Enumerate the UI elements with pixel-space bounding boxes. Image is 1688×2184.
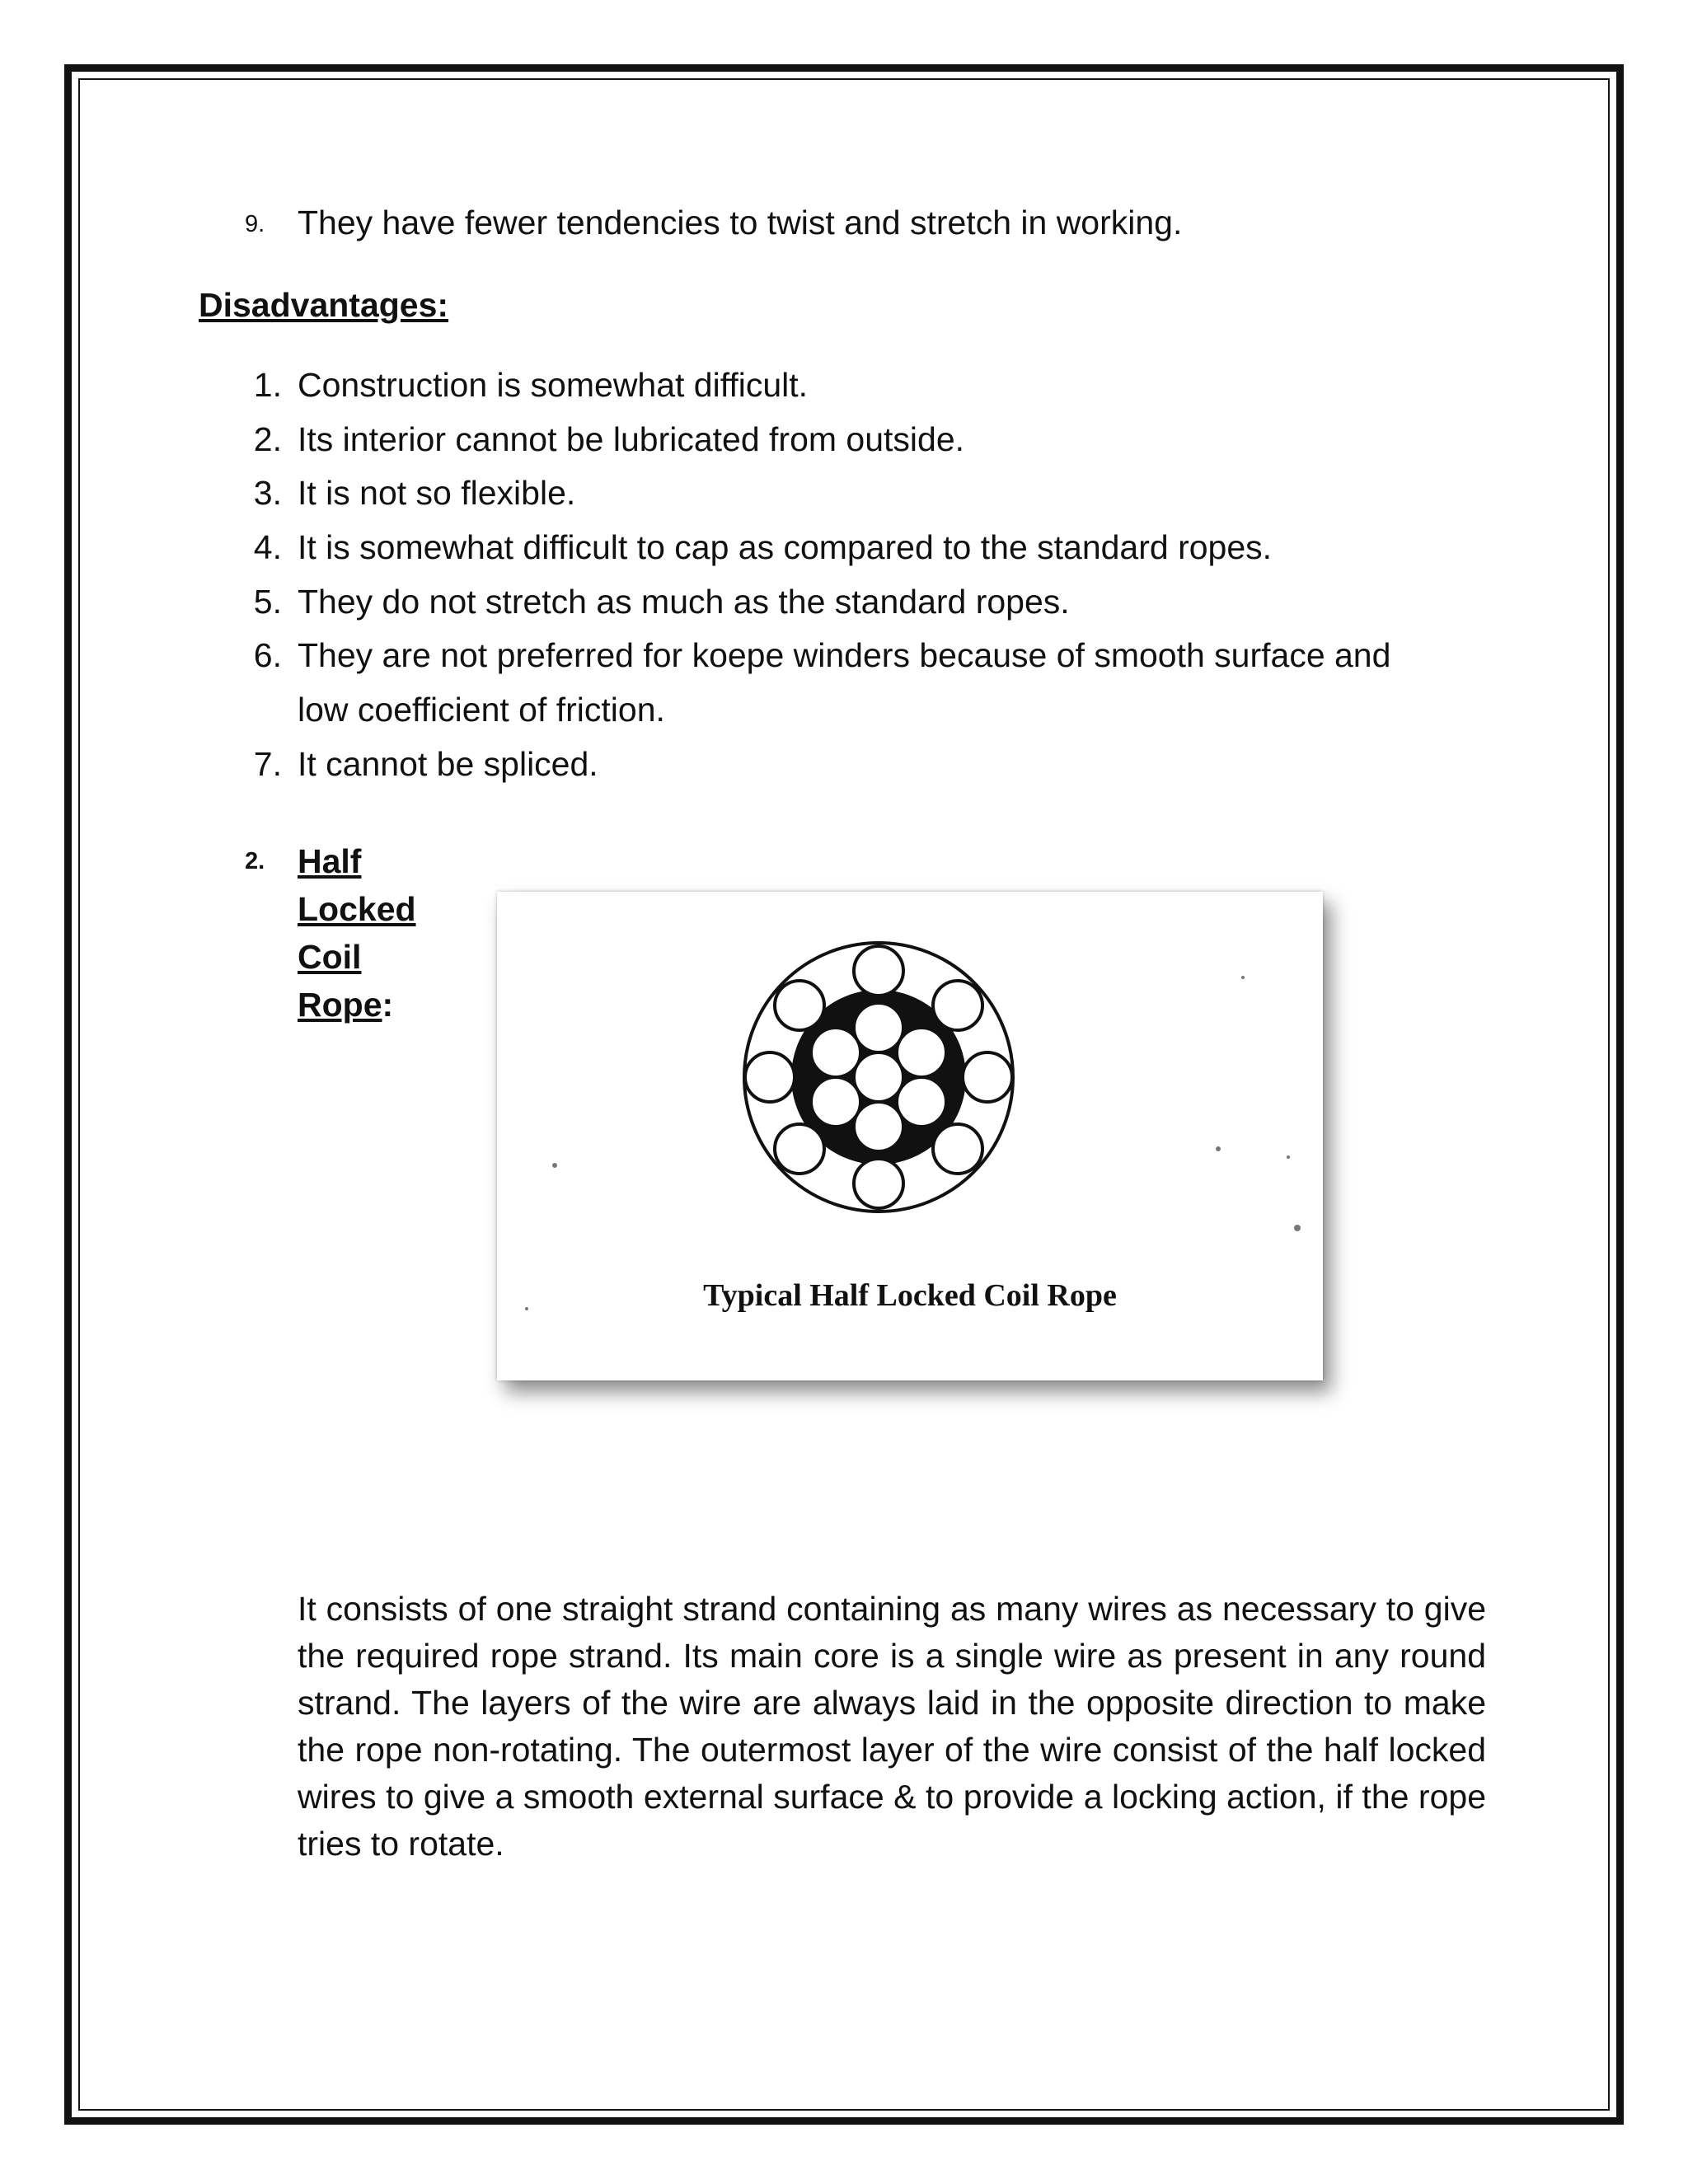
inner-wire <box>811 1028 860 1077</box>
list-item-text: It is not so flexible. <box>298 474 576 512</box>
inner-wire <box>897 1028 946 1077</box>
list-item-number: 7. <box>253 745 282 783</box>
list-item-number: 1. <box>253 366 282 404</box>
section-title-line: Coil <box>298 938 362 976</box>
list-item-number: 6. <box>253 636 282 674</box>
list-item-number: 4. <box>253 528 282 566</box>
list-item-text: It cannot be spliced. <box>298 745 598 783</box>
outer-wire <box>775 981 824 1030</box>
list-item-number: 9. <box>245 211 265 237</box>
list-item-number: 2. <box>253 420 282 458</box>
list-item-text: They are not preferred for koepe winders because of smooth surface and <box>298 636 1391 674</box>
list-item-number: 3. <box>253 474 282 512</box>
inner-wire <box>854 1102 903 1151</box>
description-paragraph: It consists of one straight strand containing as many wires as necessary to give the required rope strand. Its main core is a single wire as present in any round strand. The layers of the wire are always laid in the opposite direction to make the rope non-rotating. The outermost layer of the wire consist of the half locked wires to give a smooth external surface & to provide a locking action, if the rope tries to rotate. <box>298 1590 1486 1863</box>
section-title-line: Half <box>298 842 362 880</box>
list-item-text: Construction is somewhat difficult. <box>298 366 809 404</box>
section-title-line: Rope <box>298 986 382 1024</box>
disadvantages-heading: Disadvantages: <box>199 286 449 324</box>
section-title-colon: : <box>382 986 394 1024</box>
inner-wire <box>811 1077 860 1127</box>
list-item-continuation: low coefficient of friction. <box>298 691 665 729</box>
list-item-text: Its interior cannot be lubricated from outside. <box>298 420 965 458</box>
outer-wire <box>854 946 903 996</box>
outer-wire <box>933 981 982 1030</box>
section-number: 2. <box>245 848 265 874</box>
section-title-line: Locked <box>298 890 416 928</box>
outer-wire <box>775 1124 824 1174</box>
outer-wire <box>854 1159 903 1208</box>
section-title <box>298 837 416 1029</box>
outer-wire <box>933 1124 982 1174</box>
list-item-text: It is somewhat difficult to cap as compared to the standard ropes. <box>298 528 1273 566</box>
outer-wire <box>745 1052 795 1102</box>
outer-wire <box>963 1052 1012 1102</box>
list-item-number: 5. <box>253 583 282 621</box>
list-item-text: They do not stretch as much as the standard ropes. <box>298 583 1070 621</box>
list-item-text: They have fewer tendencies to twist and stretch in working. <box>298 204 1183 241</box>
core-wire <box>854 1052 903 1102</box>
inner-wire <box>897 1077 946 1127</box>
inner-wire <box>854 1003 903 1052</box>
figure-caption: Typical Half Locked Coil Rope <box>703 1278 1117 1313</box>
rope-cross-section-figure <box>497 892 1323 1380</box>
